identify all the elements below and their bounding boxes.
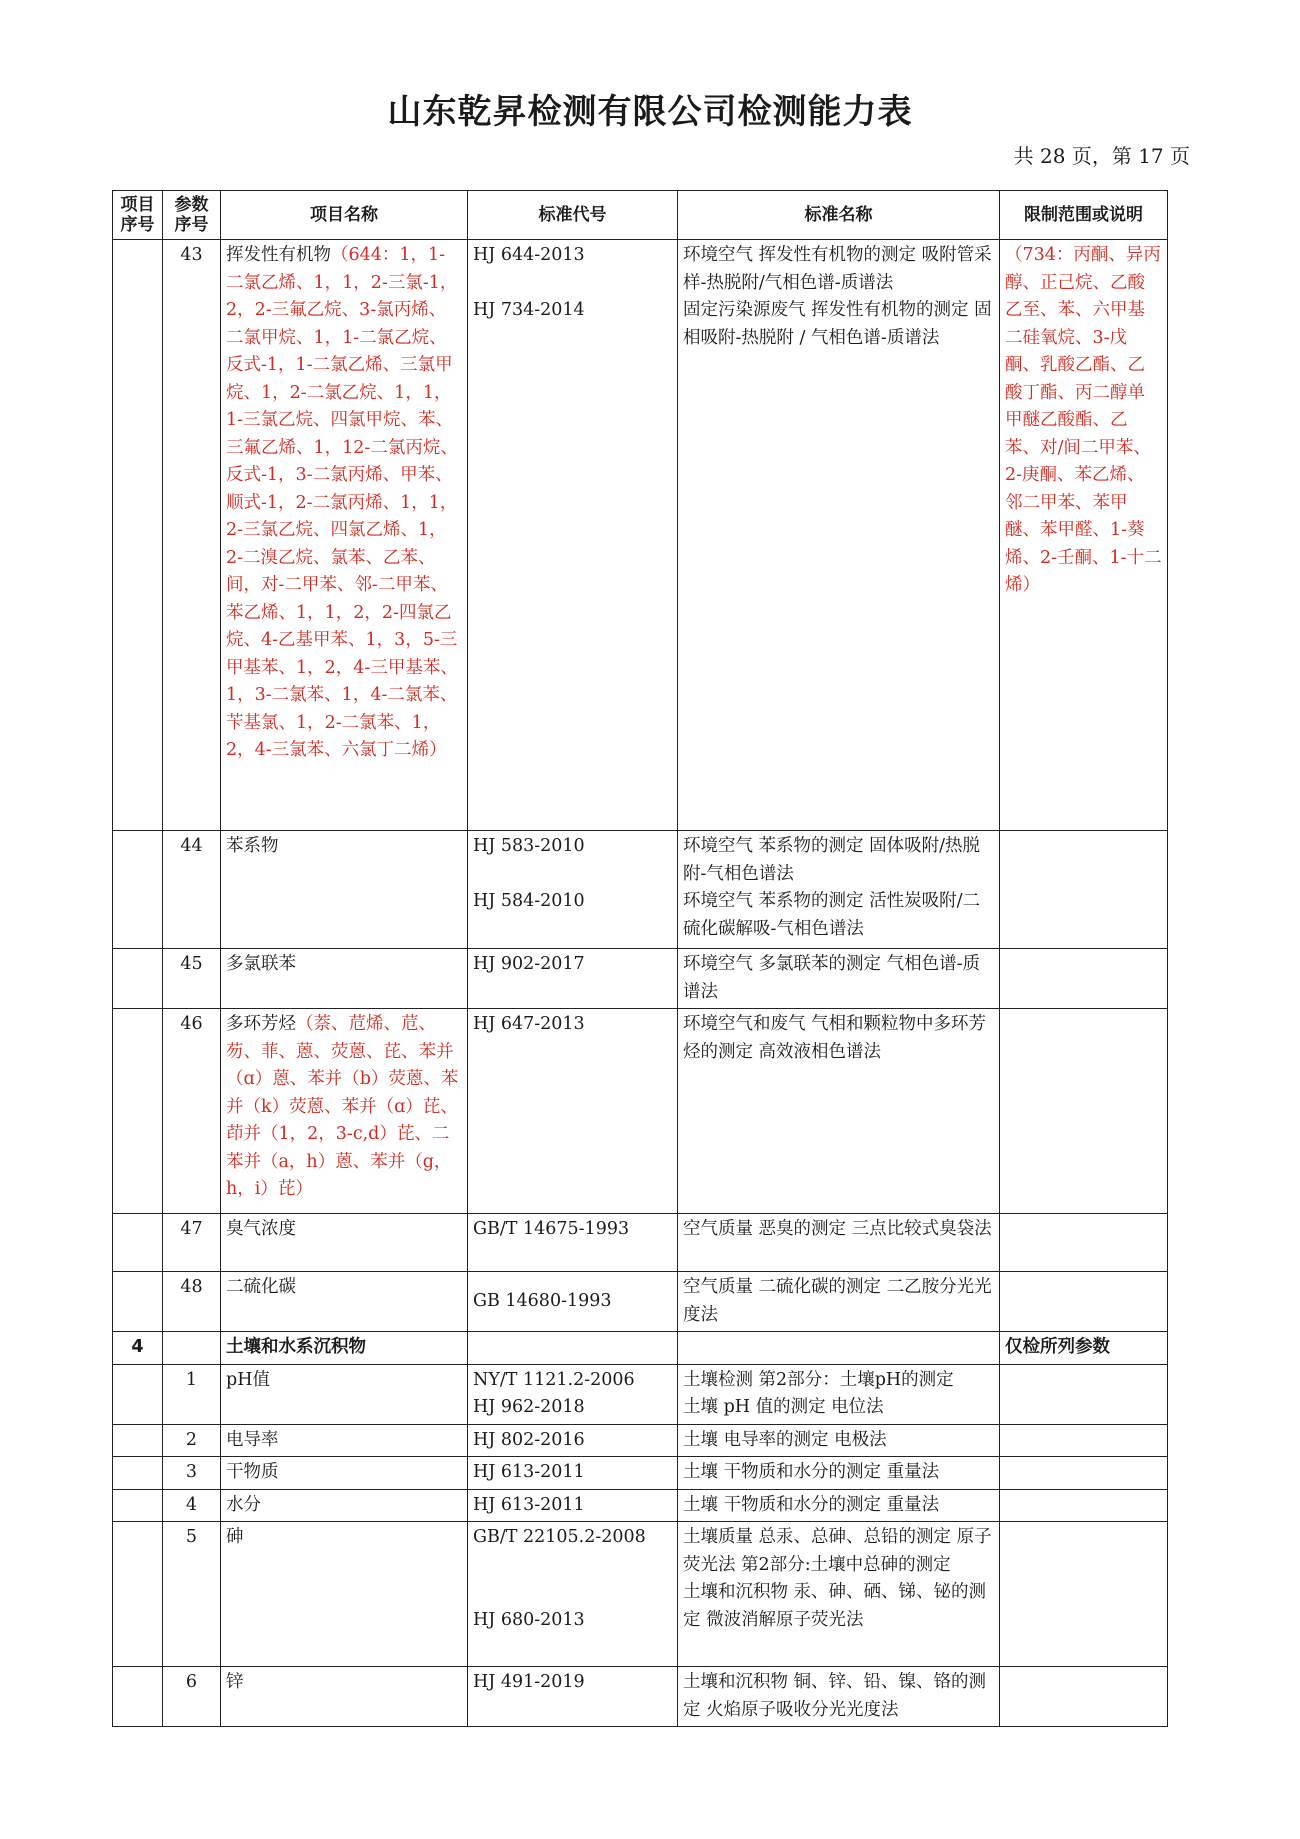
limit-cell [1000, 831, 1168, 949]
standard-name-cell: 土壤和沉积物 铜、锌、铅、镍、铬的测定 火焰原子吸收分光光度法 [678, 1667, 1000, 1727]
param-no-cell: 3 [163, 1457, 221, 1490]
header-item-no: 项目 序号 [113, 191, 163, 240]
header-param-no: 参数 序号 [163, 191, 221, 240]
standard-code-cell [468, 1522, 678, 1667]
standard-code-cell: HJ 613-2011 [468, 1457, 678, 1490]
standard-code: HJ 644-2013 [473, 245, 585, 265]
item-no-cell [113, 1424, 163, 1457]
standard-code-cell: HJ 613-2011 [468, 1489, 678, 1522]
item-no-cell [113, 831, 163, 949]
item-name-cell: 砷 [221, 1522, 468, 1667]
standard-code-cell [468, 1332, 678, 1365]
standard-name-cell [678, 240, 1000, 831]
limit-cell [1000, 949, 1168, 1009]
standard-name: 环境空气 苯系物的测定 固体吸附/热脱附-气相色谱法 [683, 836, 981, 884]
table-row [113, 831, 1168, 949]
item-name-cell: 干物质 [221, 1457, 468, 1490]
standard-name-cell [678, 831, 1000, 949]
table-row [113, 1272, 1168, 1332]
item-name-cell: 水分 [221, 1489, 468, 1522]
param-no-cell [163, 1332, 221, 1365]
item-name-cell: 二硫化碳 [221, 1272, 468, 1332]
table-row [113, 1457, 1168, 1490]
table-row [113, 1009, 1168, 1214]
standard-name: 土壤和沉积物 汞、砷、硒、锑、铋的测定 微波消解原子荧光法 [683, 1582, 987, 1630]
table-row [113, 1667, 1168, 1727]
table-row [113, 240, 1168, 831]
item-no-cell [113, 1522, 163, 1667]
item-name-note: （萘、苊烯、苊、芴、菲、蒽、荧蒽、芘、苯并（ɑ）蒽、苯并（b）荧蒽、苯并（k）荧蒽、苯并（ɑ）芘、茚并（1，2，3-c,d）芘、二苯并（a，h）蒽、苯并（g，h，i）芘） [226, 1014, 459, 1199]
param-no-cell: 46 [163, 1009, 221, 1214]
limit-cell [1000, 1424, 1168, 1457]
limit-cell [1000, 1522, 1168, 1667]
param-no-cell: 2 [163, 1424, 221, 1457]
standard-code: GB/T 22105.2-2008 [473, 1527, 646, 1547]
standard-name-cell: 土壤 电导率的测定 电极法 [678, 1424, 1000, 1457]
table-row [113, 1489, 1168, 1522]
item-name: 挥发性有机物 [226, 245, 331, 265]
param-no-cell: 44 [163, 831, 221, 949]
page-info: 共 28 页，第 17 页 [1013, 144, 1190, 168]
standard-code-cell [468, 831, 678, 949]
limit-cell: （734：丙酮、异丙醇、正己烷、乙酸乙至、苯、六甲基二硅氧烷、3-戊酮、乳酸乙酯、乙酸丁酯、丙二醇单甲醚乙酸酯、乙苯、对/间二甲苯、2-庚酮、苯乙烯、邻二甲苯、苯甲醚、苯甲醛、1-葵烯、2-壬酮、1-十二烯） [1000, 240, 1168, 831]
item-name: 多环芳烃 [226, 1014, 296, 1034]
param-no-cell: 1 [163, 1364, 221, 1424]
standard-code-cell: HJ 491-2019 [468, 1667, 678, 1727]
item-no-cell [113, 1457, 163, 1490]
standard-code-cell: HJ 802-2016 [468, 1424, 678, 1457]
standard-code-cell [468, 240, 678, 831]
capability-table [112, 190, 1168, 1727]
param-no-cell: 48 [163, 1272, 221, 1332]
item-no-cell [113, 240, 163, 831]
param-no-cell: 4 [163, 1489, 221, 1522]
param-no-cell: 43 [163, 240, 221, 831]
header-item-name: 项目名称 [221, 191, 468, 240]
item-name-cell: 电导率 [221, 1424, 468, 1457]
limit-cell [1000, 1364, 1168, 1424]
limit-cell [1000, 1272, 1168, 1332]
param-no-cell: 6 [163, 1667, 221, 1727]
standard-name-cell: 环境空气和废气 气相和颗粒物中多环芳烃的测定 高效液相色谱法 [678, 1009, 1000, 1214]
table-row [113, 949, 1168, 1009]
standard-name-cell: 土壤 干物质和水分的测定 重量法 [678, 1457, 1000, 1490]
item-no-cell [113, 1667, 163, 1727]
limit-cell [1000, 1009, 1168, 1214]
standard-code: HJ 583-2010 [473, 836, 585, 856]
table-row [113, 1214, 1168, 1272]
item-no-cell [113, 1364, 163, 1424]
standard-code: HJ 962-2018 [473, 1397, 585, 1417]
standard-name: 环境空气 挥发性有机物的测定 吸附管采样-热脱附/气相色谱-质谱法 [683, 245, 992, 293]
item-name-cell: pH值 [221, 1364, 468, 1424]
standard-name-cell [678, 1364, 1000, 1424]
limit-cell [1000, 1667, 1168, 1727]
table-row [113, 1364, 1168, 1424]
standard-name: 土壤检测 第2部分：土壤pH的测定 [683, 1369, 954, 1390]
section-row [113, 1332, 1168, 1365]
item-name-cell: 臭气浓度 [221, 1214, 468, 1272]
standard-name: 环境空气 苯系物的测定 活性炭吸附/二硫化碳解吸-气相色谱法 [683, 891, 981, 939]
standard-name-cell [678, 1332, 1000, 1365]
standard-name-cell: 空气质量 二硫化碳的测定 二乙胺分光光度法 [678, 1272, 1000, 1332]
standard-code-cell: GB/T 14675-1993 [468, 1214, 678, 1272]
standard-code-cell: GB 14680-1993 [468, 1272, 678, 1332]
section-no: 4 [113, 1332, 163, 1365]
document-title: 山东乾昇检测有限公司检测能力表 [387, 92, 913, 132]
standard-name: 固定污染源废气 挥发性有机物的测定 固相吸附-热脱附 / 气相色谱-质谱法 [683, 300, 992, 348]
standard-code-cell [468, 1364, 678, 1424]
param-no-cell: 5 [163, 1522, 221, 1667]
standard-name-cell: 空气质量 恶臭的测定 三点比较式臭袋法 [678, 1214, 1000, 1272]
item-no-cell [113, 1009, 163, 1214]
standard-code: HJ 734-2014 [473, 300, 585, 320]
standard-code: HJ 680-2013 [473, 1609, 585, 1630]
param-no-cell: 47 [163, 1214, 221, 1272]
standard-name-cell: 土壤 干物质和水分的测定 重量法 [678, 1489, 1000, 1522]
standard-name-cell [678, 1522, 1000, 1667]
item-no-cell [113, 949, 163, 1009]
standard-code: NY/T 1121.2-2006 [473, 1369, 635, 1390]
item-no-cell [113, 1489, 163, 1522]
limit-cell [1000, 1457, 1168, 1490]
standard-code: HJ 584-2010 [473, 891, 585, 911]
param-no-cell: 45 [163, 949, 221, 1009]
header-standard-code: 标准代号 [468, 191, 678, 240]
standard-code-cell: HJ 647-2013 [468, 1009, 678, 1214]
section-name: 土壤和水系沉积物 [221, 1332, 468, 1365]
item-no-cell [113, 1272, 163, 1332]
item-name-cell: 锌 [221, 1667, 468, 1727]
table-header-row [113, 191, 1168, 240]
standard-name-cell: 环境空气 多氯联苯的测定 气相色谱-质谱法 [678, 949, 1000, 1009]
table-row [113, 1424, 1168, 1457]
item-name-note: （644：1，1-二氯乙烯、1，1，2-三氯-1，2，2-三氟乙烷、3-氯丙烯、二氯甲烷、1，1-二氯乙烷、反式-1，1-二氯乙烯、三氯甲烷、1，2-二氯乙烷、1，1，1-三氯乙烷、四氯甲烷、苯、三氟乙烯、1，12-二氯丙烷、反式-1，3-二氯丙烯、甲苯、顺式-1，2-二氯丙烯、1，1，2-三氯乙烷、四氯乙烯、1，2-二溴乙烷、氯苯、乙苯、间，对-二甲苯、邻-二甲苯、苯乙烯、1，1，2，2-四氯乙烷、4-乙基甲苯、1，3，5-三甲基苯、1，2，4-三甲基苯、1，3-二氯苯、1，4-二氯苯、苄基氯、1，2-二氯苯、1，2，4-三氯苯、六氯丁二烯） [226, 245, 458, 760]
limit-cell [1000, 1214, 1168, 1272]
header-standard-name: 标准名称 [678, 191, 1000, 240]
header-limit: 限制范围或说明 [1000, 191, 1168, 240]
item-name-cell [221, 240, 468, 831]
item-name-cell: 苯系物 [221, 831, 468, 949]
item-no-cell [113, 1214, 163, 1272]
item-name-cell: 多氯联苯 [221, 949, 468, 1009]
table-row [113, 1522, 1168, 1667]
section-limit: 仅检所列参数 [1000, 1332, 1168, 1365]
standard-code-cell: HJ 902-2017 [468, 949, 678, 1009]
standard-name: 土壤 pH 值的测定 电位法 [683, 1397, 884, 1417]
standard-name: 土壤质量 总汞、总砷、总铅的测定 原子荧光法 第2部分:土壤中总砷的测定 [683, 1527, 992, 1575]
limit-cell [1000, 1489, 1168, 1522]
item-name-cell [221, 1009, 468, 1214]
